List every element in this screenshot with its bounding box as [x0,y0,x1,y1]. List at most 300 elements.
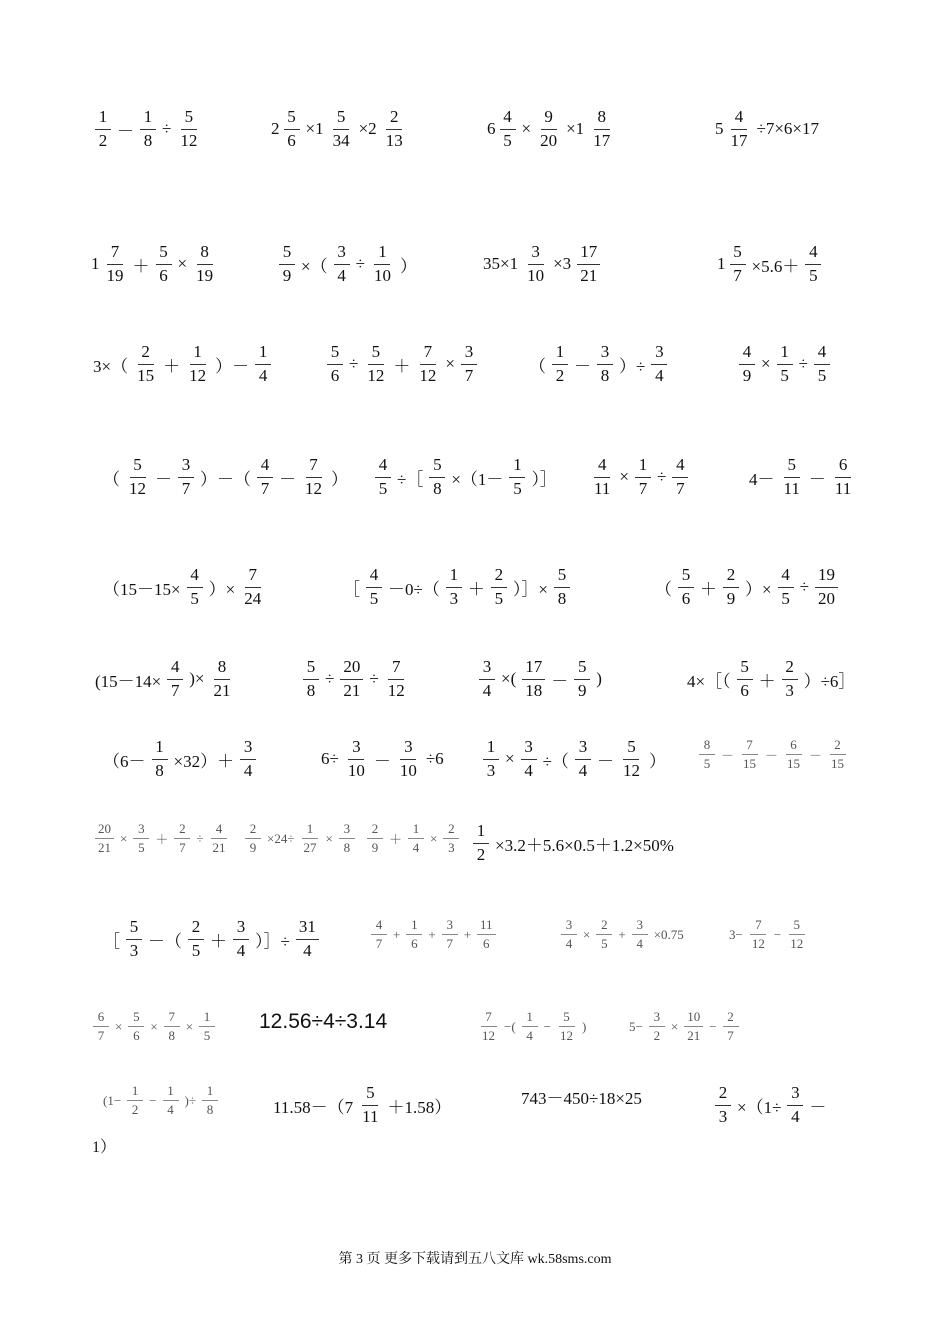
numerator: 6 [835,456,851,478]
operator: 743－450÷18×25 [521,1089,642,1108]
denominator: 7 [260,478,270,498]
numerator: 1 [199,1010,215,1027]
numerator: 5 [559,1010,575,1027]
math-expression [90,1010,218,1044]
operator: ＋1.58） [387,1097,452,1117]
fraction [554,566,570,608]
denominator: 7 [97,1028,105,1044]
operator: + [428,926,436,942]
fraction [500,108,516,150]
math-expression [470,822,677,864]
denominator: 5 [513,478,522,498]
fraction [739,343,755,385]
fraction [127,1084,143,1118]
numerator: 4 [731,108,747,130]
numerator: 7 [245,566,261,588]
numerator: 4 [371,918,387,935]
fraction [164,1010,180,1044]
numerator: 1 [509,456,525,478]
numerator: 6 [93,1010,109,1027]
numerator: 2 [596,918,612,935]
fraction [156,243,172,285]
operator: (1− [103,1092,122,1108]
numerator: 4 [739,343,755,365]
math-expression [90,343,274,385]
fraction [255,343,271,385]
operator: × [430,830,438,846]
numerator: 5 [429,456,445,478]
denominator: 4 [636,936,643,952]
operator: ÷ [355,254,365,274]
denominator: 7 [638,478,648,498]
denominator: 7 [181,478,191,498]
operator: 4－ [749,469,775,489]
denominator: 6 [411,936,418,952]
fraction [728,108,751,150]
numerator: 5 [333,108,349,130]
operator: ÷ [656,467,667,487]
denominator: 8 [557,588,567,608]
denominator: 12 [790,936,804,952]
denominator: 21 [580,265,598,285]
denominator: 4 [791,1106,800,1126]
operator: × [619,467,629,487]
operator: ÷ [349,354,359,374]
operator: −( [504,1018,516,1034]
denominator: 15 [137,365,155,385]
denominator: 8 [600,365,610,385]
numerator: 5 [554,566,570,588]
denominator: 12 [180,130,198,150]
operator: 5− [629,1018,643,1034]
denominator: 5 [809,265,818,285]
operator: + [618,926,626,942]
fraction [187,566,203,608]
numerator: 5 [678,566,694,588]
fraction [777,343,793,385]
fraction [632,918,648,952]
numerator: 2 [386,108,402,130]
fraction [95,108,111,150]
fraction [128,1010,144,1044]
denominator: 7 [446,936,453,952]
number: 2 [271,119,280,139]
fraction [574,658,590,700]
numerator: 11 [477,918,496,935]
denominator: 5 [191,940,201,960]
operator: × [583,926,591,942]
denominator: 2 [131,1102,139,1118]
operator: ×1 [566,119,585,139]
numerator: 1 [552,343,568,365]
denominator: 2 [653,1028,661,1044]
numerator: 5 [574,658,590,680]
denominator: 7 [727,1028,734,1044]
numerator: 7 [306,456,322,478]
numerator: 2 [830,738,846,755]
numerator: 5 [130,456,146,478]
numerator: 10 [684,1010,703,1027]
fraction [339,822,355,856]
fraction [133,822,149,856]
operator: － [551,671,569,691]
denominator: 11 [834,478,852,498]
math-expression [558,918,687,952]
operator: 3×（ [93,356,129,376]
fraction [385,658,408,700]
numerator: 5 [623,738,639,760]
operator: × [115,1018,123,1034]
fraction [483,738,499,780]
denominator: 5 [138,840,145,856]
operator: )÷ [184,1092,196,1108]
denominator: 4 [167,1102,174,1118]
numerator: 20 [340,658,363,680]
fraction [577,243,600,285]
operator: － [765,748,779,764]
operator: ＋ [393,356,411,376]
fraction [345,738,368,780]
denominator: 5 [781,588,790,608]
fraction [302,456,325,498]
fraction [367,822,383,856]
numerator: 5 [284,108,300,130]
denominator: 3 [129,940,139,960]
operator: ×（1－ [451,469,504,489]
denominator: 5 [503,130,512,150]
fraction [186,343,209,385]
numerator: 3 [400,738,416,760]
numerator: 20 [95,822,114,839]
denominator: 15 [831,756,845,772]
number: 1 [717,254,726,274]
operator: ) [596,669,602,689]
numerator: 4 [257,456,273,478]
operator: － [809,1097,827,1117]
fraction [300,822,319,856]
denominator: 12 [419,365,437,385]
numerator: 3 [575,738,591,760]
fraction [303,658,319,700]
fraction [340,658,363,700]
math-expression [92,108,203,150]
math-expression [480,243,603,285]
denominator: 24 [244,588,262,608]
math-expression [716,243,824,285]
fraction [787,1084,803,1126]
numerator: 5 [303,658,319,680]
numerator: 4 [672,456,688,478]
fraction [575,738,591,780]
numerator: 5 [181,108,197,130]
numerator: 7 [750,918,766,935]
denominator: 8 [306,680,316,700]
operator: － [279,469,296,489]
numerator: 5 [362,1084,378,1106]
operator: ÷7×6×17 [756,119,820,139]
fraction [521,738,537,780]
numerator: 7 [164,1010,180,1027]
numerator: 3 [178,456,194,478]
operator: ÷ [325,669,335,689]
fraction [178,456,194,498]
denominator: 17 [593,130,611,150]
fraction [651,343,667,385]
denominator: 8 [343,840,351,856]
denominator: 6 [330,365,340,385]
operator: ×2 [358,119,377,139]
operator: ）× [208,579,236,599]
operator: －0÷（ [388,579,440,599]
numerator: 2 [723,1010,739,1027]
numerator: 1 [483,738,499,760]
fraction [678,566,694,608]
denominator: 4 [655,365,664,385]
math-expression [300,658,411,700]
numerator: 5 [327,343,343,365]
math-expression [318,738,447,780]
numerator: 2 [245,822,261,839]
operator: ×1 [305,119,324,139]
numerator: 9 [541,108,557,130]
numerator: 7 [420,343,436,365]
denominator: 4 [258,365,268,385]
numerator: 1 [408,822,424,839]
fraction [446,566,462,608]
numerator: 1 [302,822,318,839]
math-expression [746,456,857,498]
numerator: 2 [443,822,459,839]
denominator: 21 [343,680,361,700]
denominator: 5 [494,588,504,608]
fraction [828,738,847,772]
operator: －（ [148,931,182,951]
operator: ＋ [758,671,776,691]
fraction [596,918,612,952]
denominator: 12 [560,1028,574,1044]
fraction [737,658,753,700]
denominator: 9 [371,840,379,856]
numerator: 8 [594,108,610,130]
numerator: 6 [786,738,802,755]
operator: ×24÷ [267,830,295,846]
fraction [397,738,420,780]
numerator: 3 [233,918,249,940]
fraction [375,456,391,498]
denominator: 6 [483,936,490,952]
fraction [461,343,477,385]
denominator: 17 [730,130,748,150]
numerator: 2 [367,822,383,839]
fraction [167,658,183,700]
math-expression [90,243,219,285]
operator: − [773,926,782,942]
numerator: 7 [481,1010,497,1027]
numerator: 3 [334,243,350,265]
denominator: 12 [129,478,146,498]
fraction [245,822,261,856]
fraction [442,918,458,952]
number: 6 [487,119,496,139]
numerator: 8 [699,738,715,755]
operator: ＋ [389,832,403,848]
denominator: 9 [578,680,587,700]
numerator: 31 [296,918,319,940]
operator: )× [189,669,205,689]
numerator: 2 [782,658,798,680]
math-expression [92,822,232,856]
fraction [561,918,577,952]
denominator: 2 [555,365,565,385]
fraction [723,1010,739,1044]
math-expression [476,658,605,700]
fraction [202,1084,218,1118]
fraction [832,456,854,498]
operator: ÷6 [425,749,444,769]
number: 5 [715,119,724,139]
operator: 6÷ [321,749,339,769]
operator: 11.58－（7 [273,1097,354,1117]
operator: ×0.75 [653,926,684,942]
numerator: 2 [491,566,507,588]
operator: × [150,1018,158,1034]
fraction [359,1084,381,1126]
fraction [371,918,387,952]
numerator: 3 [787,1084,803,1106]
fraction [364,343,387,385]
denominator: 3 [486,760,496,780]
operator: ÷（ [542,751,569,771]
fraction [524,243,547,285]
fraction [134,343,157,385]
fraction [406,918,422,952]
fraction [491,566,507,608]
denominator: 7 [375,936,383,952]
math-expression [324,343,480,385]
numerator: 19 [815,566,838,588]
fraction [784,738,803,772]
fraction [597,343,613,385]
fraction [327,343,343,385]
operator: ）－ [215,356,250,376]
fraction [233,918,249,960]
math-expression [100,738,259,780]
fraction [429,456,445,498]
operator: ） [331,469,348,489]
operator: ×（ [301,256,328,276]
page-footer: 第 3 页 更多下载请到五八文库 wk.58sms.com [338,1252,612,1267]
fraction [649,1010,665,1044]
operator: × [761,354,771,374]
numerator: 3 [133,822,149,839]
denominator: 5 [817,365,827,385]
operator: － [155,469,172,489]
fraction [163,1084,179,1118]
denominator: 8 [168,1028,175,1044]
numerator: 1 [202,1084,218,1101]
denominator: 7 [733,265,742,285]
operator: （15－15× [103,579,181,599]
operator: ）］× [512,579,548,599]
math-expression [340,566,573,608]
math-expression [258,1010,388,1034]
fraction [152,738,168,780]
numerator: 4 [187,566,203,588]
fraction [416,343,439,385]
math-expression [652,566,841,608]
denominator: 21 [98,840,111,856]
operator: ＋ [132,256,150,276]
operator: ÷ [162,119,172,139]
operator: ×（1÷ [737,1097,782,1117]
operator: ÷ [369,669,379,689]
fraction [177,108,200,150]
fraction [591,456,613,498]
math-expression [486,108,616,150]
fraction [443,822,459,856]
operator: （ [655,579,672,599]
fraction [473,822,489,864]
math-expression [92,658,237,700]
operator: － [809,748,823,764]
numerator: 3 [632,918,648,935]
denominator: 4 [524,760,533,780]
denominator: 11 [594,478,611,498]
math-expression [100,566,267,608]
numerator: 5 [737,658,753,680]
denominator: 5 [601,936,608,952]
fraction [787,918,806,952]
operator: － [574,356,591,376]
fraction [672,456,688,498]
operator: ＋ [163,356,181,376]
denominator: 12 [189,365,207,385]
math-expression [100,456,351,498]
denominator: 10 [527,265,545,285]
numerator: 5 [784,456,800,478]
denominator: 10 [373,265,391,285]
fraction [174,822,190,856]
operator: × [505,749,515,769]
math-expression [364,822,462,856]
operator: ＋ [700,579,717,599]
fraction [557,1010,576,1044]
denominator: 4 [303,940,312,960]
operator: ）× [745,579,772,599]
fraction [408,822,424,856]
operator: ［ [103,931,120,951]
fraction [330,108,353,150]
operator: － [808,469,826,489]
fraction [95,822,114,856]
operator: × [177,254,188,274]
numerator: 3 [348,738,364,760]
fraction [699,738,715,772]
numerator: 1 [127,1084,143,1101]
fraction [715,1084,731,1126]
operator: − [709,1018,717,1034]
numerator: 1 [140,108,156,130]
denominator: 6 [681,588,691,608]
math-expression [368,918,499,952]
numerator: 4 [211,822,227,839]
denominator: 9 [249,840,257,856]
denominator: 5 [203,1028,211,1044]
math-expression [270,1084,454,1126]
fraction [509,456,525,498]
fraction [126,456,149,498]
numerator: 2 [174,822,190,839]
